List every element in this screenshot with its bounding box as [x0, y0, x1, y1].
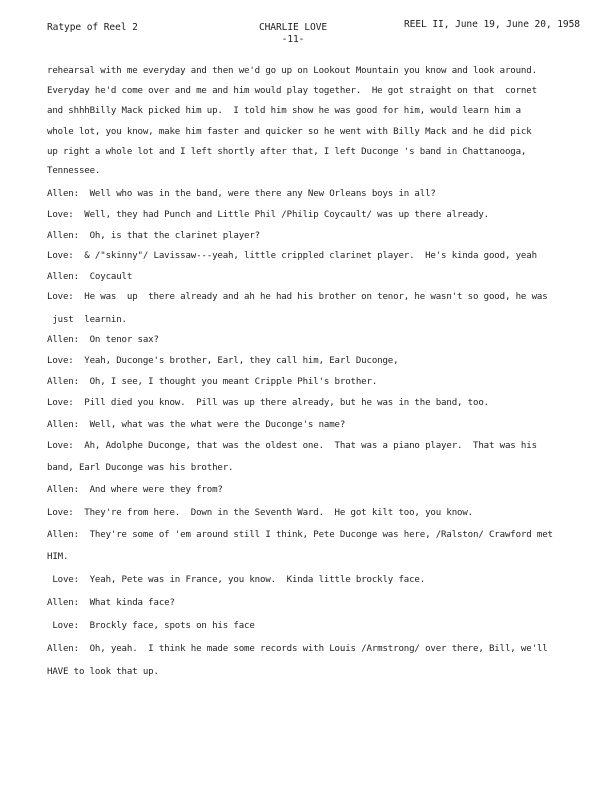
- transcript-line: Tennessee.: [47, 166, 101, 176]
- transcript-line: Allen: Well who was in the band, were there any New Orleans boys in all?: [47, 189, 436, 199]
- transcript-line: Allen: Well, what was the what were the Duconge's name?: [47, 420, 346, 430]
- transcript-line: Allen: They're some of 'em around still I think, Pete Duconge was here, /Ralston/ Crawford met: [47, 530, 553, 540]
- transcript-line: Love: Yeah, Pete was in France, you know. Kinda little brockly face.: [47, 575, 426, 585]
- transcript-line: Love: Pill died you know. Pill was up there already, but he was in the band, too.: [47, 398, 489, 408]
- header-center: [243, 22, 343, 45]
- transcript-line: up right a whole lot and I left shortly after that, I left Duconge 's band in Chattanooga,: [47, 147, 527, 157]
- transcript-line: Everyday he'd come over and me and him would play together. He got straight on that cornet: [47, 86, 537, 96]
- transcript-line: Allen: Oh, I see, I thought you meant Cripple Phil's brother.: [47, 377, 378, 387]
- transcript-line: Love: They're from here. Down in the Seventh Ward. He got kilt too, you know.: [47, 508, 473, 518]
- transcript-line: Love: Well, they had Punch and Little Phil /Philip Coycault/ was up there already.: [47, 210, 489, 220]
- transcript-line: Allen: Oh, yeah. I think he made some records with Louis /Armstrong/ over there, Bill, we'll: [47, 644, 548, 654]
- transcript-line: just learnin.: [47, 315, 127, 325]
- transcript-line: Allen: Coycault: [47, 272, 133, 282]
- transcript-line: HIM.: [47, 552, 69, 562]
- transcript-line: Allen: And where were they from?: [47, 485, 223, 495]
- transcript-line: Allen: What kinda face?: [47, 598, 175, 608]
- transcript-line: Love: Brockly face, spots on his face: [47, 621, 255, 631]
- header-left-label: Ratype of Reel 2: [47, 22, 138, 33]
- header-reel-date: REEL II, June 19, June 20, 1958: [404, 19, 580, 30]
- header-title: CHARLIE LOVE: [258, 22, 328, 33]
- transcript-line: HAVE to look that up.: [47, 667, 159, 677]
- transcript-line: whole lot, you know, make him faster and quicker so he went with Billy Mack and he did pick: [47, 127, 532, 137]
- transcript-line: Allen: Oh, is that the clarinet player?: [47, 231, 260, 241]
- transcript-line: Love: Yeah, Duconge's brother, Earl, they call him, Earl Duconge,: [47, 356, 399, 366]
- transcript-line: Allen: On tenor sax?: [47, 335, 159, 345]
- transcript-line: and shhhBilly Mack picked him up. I told him show he was good for him, would learn him a: [47, 106, 521, 116]
- transcript-line: Love: Ah, Adolphe Duconge, that was the oldest one. That was a piano player. That was his: [47, 441, 537, 451]
- page-header: [0, 0, 612, 50]
- transcript-line: Love: & /"skinny"/ Lavissaw---yeah, little crippled clarinet player. He's kinda good, yeah: [47, 251, 537, 261]
- page-number: -11-: [281, 34, 305, 45]
- transcript-line: Love: He was up there already and ah he had his brother on tenor, he wasn't so good, he was: [47, 292, 548, 302]
- transcript-line: rehearsal with me everyday and then we'd go up on Lookout Mountain you know and look around.: [47, 66, 537, 76]
- transcript-line: band, Earl Duconge was his brother.: [47, 463, 234, 473]
